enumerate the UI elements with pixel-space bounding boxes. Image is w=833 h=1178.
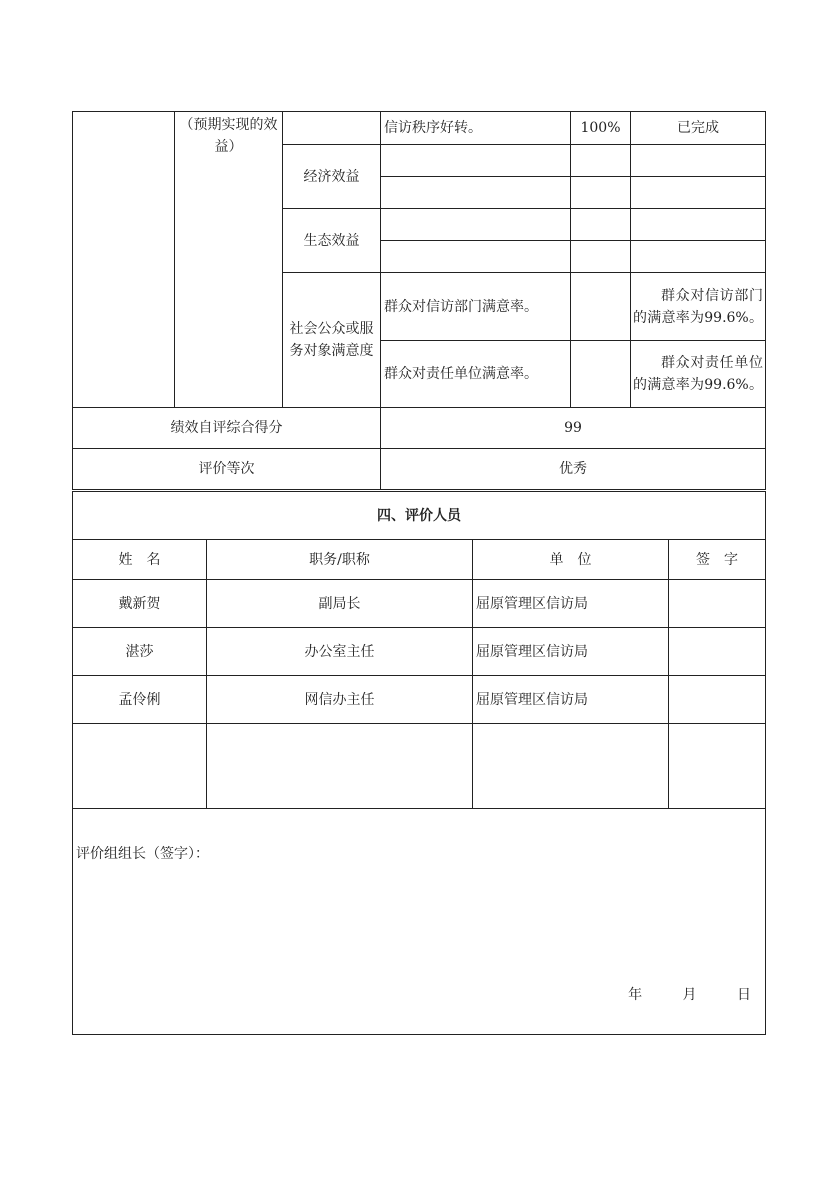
person-name: 湛莎	[73, 628, 207, 676]
person-title: 副局长	[207, 580, 473, 628]
signature-cell[interactable]	[669, 580, 766, 628]
empty-cell	[571, 241, 631, 273]
indicator-value: 100%	[571, 112, 631, 145]
expected-benefit-label: （预期实现的效益）	[175, 112, 283, 408]
date-month: 月	[682, 987, 697, 1003]
empty-cell	[571, 177, 631, 209]
table-row	[73, 724, 766, 809]
empty-cell	[631, 177, 766, 209]
table-row	[73, 628, 766, 676]
ecology-benefit-label: 生态效益	[283, 209, 381, 273]
personnel-table	[72, 491, 766, 1035]
header-sign: 签 字	[669, 540, 766, 580]
signature-cell[interactable]	[669, 676, 766, 724]
table-row	[73, 580, 766, 628]
empty-cell	[631, 241, 766, 273]
empty-cell	[381, 177, 571, 209]
person-unit: 屈原管理区信访局	[473, 628, 669, 676]
empty-cell	[381, 209, 571, 241]
person-title: 办公室主任	[207, 628, 473, 676]
empty-cell	[207, 724, 473, 809]
date-day: 日	[737, 987, 751, 1003]
header-name: 姓 名	[73, 540, 207, 580]
table-row	[73, 676, 766, 724]
leader-sign-area[interactable]	[73, 809, 766, 1035]
satisfaction-status-1: 群众对信访部门的满意率为99.6%。	[631, 273, 766, 341]
signature-cell[interactable]	[669, 724, 766, 809]
satisfaction-status-2: 群众对责任单位的满意率为99.6%。	[631, 341, 766, 408]
empty-cell	[473, 724, 669, 809]
empty-cell	[381, 241, 571, 273]
person-name: 孟伶俐	[73, 676, 207, 724]
empty-cell	[571, 209, 631, 241]
empty-cell	[381, 145, 571, 177]
empty-cell	[571, 273, 631, 341]
signature-cell[interactable]	[669, 628, 766, 676]
empty-cell	[73, 724, 207, 809]
satisfaction-label: 社会公众或服务对象满意度	[283, 273, 381, 408]
indicator-level3-cell	[283, 112, 381, 145]
indicator-table	[72, 111, 766, 490]
empty-cell	[631, 145, 766, 177]
satisfaction-indicator-1: 群众对信访部门满意率。	[381, 273, 571, 341]
section-title: 四、评价人员	[73, 492, 766, 540]
header-title: 职务/职称	[207, 540, 473, 580]
header-unit: 单 位	[473, 540, 669, 580]
score-value: 99	[381, 408, 766, 449]
person-name: 戴新贺	[73, 580, 207, 628]
economic-benefit-label: 经济效益	[283, 145, 381, 209]
empty-cell	[631, 209, 766, 241]
sign-date	[628, 984, 751, 1006]
empty-cell	[571, 145, 631, 177]
grade-value: 优秀	[381, 449, 766, 490]
date-year: 年	[628, 987, 643, 1003]
score-label: 绩效自评综合得分	[73, 408, 381, 449]
person-title: 网信办主任	[207, 676, 473, 724]
leader-sign-label: 评价组组长（签字）：	[76, 846, 209, 862]
person-unit: 屈原管理区信访局	[473, 676, 669, 724]
empty-cell	[571, 341, 631, 408]
indicator-status: 已完成	[631, 112, 766, 145]
indicator-text: 信访秩序好转。	[381, 112, 571, 145]
person-unit: 屈原管理区信访局	[473, 580, 669, 628]
satisfaction-indicator-2: 群众对责任单位满意率。	[381, 341, 571, 408]
grade-label: 评价等次	[73, 449, 381, 490]
indicator-level1-cell	[73, 112, 175, 408]
